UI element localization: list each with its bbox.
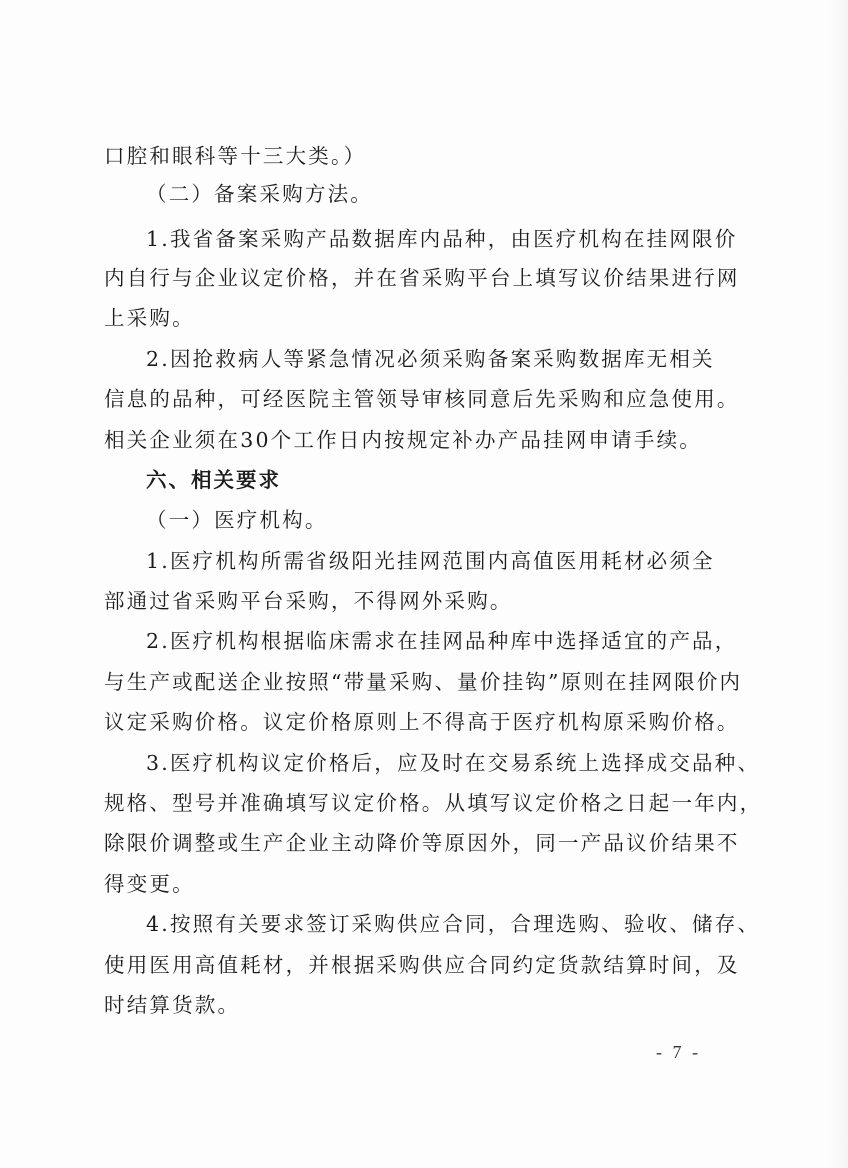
text-line: 与生产或配送企业按照“带量采购、量价挂钩”原则在挂网限价内 [104,670,743,694]
text-line: 1.我省备案采购产品数据库内品种，由医疗机构在挂网限价 [146,227,738,251]
text-line: 规格、型号并准确填写议定价格。从填写议定价格之日起一年内， [104,791,763,815]
subsection-heading: （二）备案采购方法。 [146,182,373,206]
text-line: 内自行与企业议定价格，并在省采购平台上填写议价结果进行网 [104,266,740,290]
text-line: 上采购。 [104,306,195,330]
subsection-heading: （一）医疗机构。 [146,508,328,532]
text-line: 使用医用高值耗材，并根据采购供应合同约定货款结算时间，及 [104,953,740,977]
text-line: 2.医疗机构根据临床需求在挂网品种库中选择适宜的产品， [146,629,738,653]
text-line: 4.按照有关要求签订采购供应合同，合理选购、验收、储存、 [146,912,761,936]
text-line: 相关企业须在30个工作日内按规定补办产品挂网申请手续。 [104,428,702,452]
text-line: 部通过省采购平台采购，不得网外采购。 [104,589,513,613]
text-line: 1.医疗机构所需省级阳光挂网范围内高值医用耗材必须全 [146,549,715,573]
text-line: 信息的品种，可经医院主管领导审核同意后先采购和应急使用。 [104,387,740,411]
text-line: 议定采购价格。议定价格原则上不得高于医疗机构原采购价格。 [104,710,740,734]
text-line: 时结算货款。 [104,993,241,1017]
text-line: 2.因抢救病人等紧急情况必须采购备案采购数据库无相关 [146,347,715,371]
text-line: 除限价调整或生产企业主动降价等原因外，同一产品议价结果不 [104,831,740,855]
text-line: 3.医疗机构议定价格后，应及时在交易系统上选择成交品种、 [146,751,761,775]
page-number: - 7 - [656,1042,701,1062]
text-line: 得变更。 [104,872,195,896]
section-heading: 六、相关要求 [146,468,281,492]
text-line: 口腔和眼科等十三大类。） [104,144,367,168]
